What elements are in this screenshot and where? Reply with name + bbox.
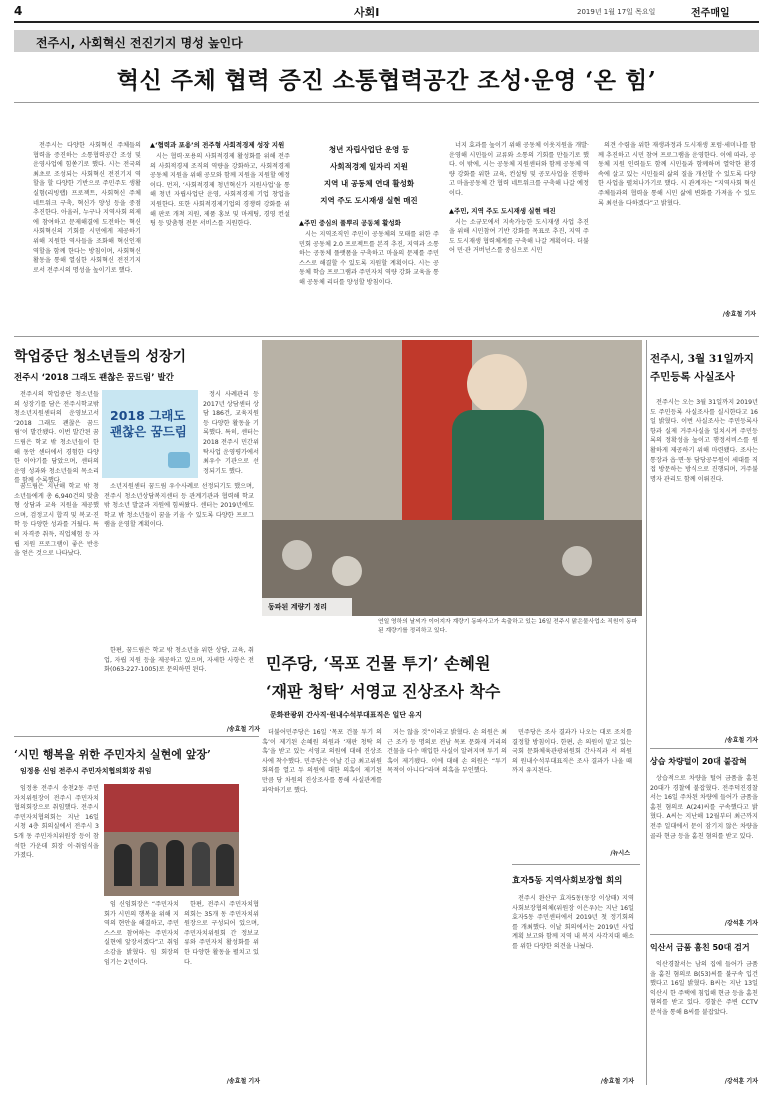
- book-cover-decor: [168, 452, 190, 468]
- story6-text: 전주시는 오는 3월 31일까지 2019년도 주민등록 사실조사를 실시한다고 16일 밝혔다. 이번 사실조사는 주민등록사항과 실제 거주사실을 일치시켜 주민등록의 정확성을 높이고 행정서비스를 원활하게 제공하기 위해 마련됐다. 조사는 통장과 읍·면·동 담당공무원이 세대를 직접 방문하는 방식으로 진행되며, 거주불명자 관리도 함께 이뤄진다.: [650, 399, 758, 483]
- story5-headline: 효자5동 지역사회보장협 회의: [512, 876, 623, 886]
- series-banner-label: 전주시, 사회혁신 전진기지 명성 높인다: [36, 36, 243, 50]
- photo-caption: 연일 영하의 날씨가 이어지자 계량기 동파사고가 속출하고 있는 16일 전주시 맑은물사업소 직원이 동파된 계량기를 정리하고 있다.: [378, 619, 638, 634]
- story6-headline-line1: 전주시, 3월 31일까지: [650, 353, 754, 365]
- story4-col2-text: 지는 않을 것”이라고 밝혔다. 손 의원은 최근 조카 등 명의로 전남 목포 문화재 거리의 건물을 다수 매입한 사실이 알려지며 투기 의혹이 제기됐다. 이에 대해 손 의원은 “투기 목적이 아니다”라며 의혹을 부인했다.: [387, 729, 507, 775]
- story2-col2-text2: 소년지원센터 꿈드림 우수사례로 선정되기도 했으며, 전주시 청소년상담복지센터 등 관계기관과 협력해 학교 밖 청소년 발굴과 지원에 힘써왔다. 센터는 2019년에도 학교 밖 청소년들이 꿈을 키울 수 있도록 다양한 프로그램을 운영할 계획이다.: [104, 483, 254, 529]
- book-cover-title: 2018 그래도 괜찮은 꿈드림: [110, 408, 187, 439]
- story4-subhead: 문화관광위 간사직·원내수석부대표직은 일단 유지: [270, 711, 422, 719]
- issue-date: 2019년 1월 17일 목요일: [577, 8, 656, 16]
- person-figure: [216, 844, 234, 886]
- masthead-rule: [14, 21, 759, 23]
- story2-col1-text2: 꿈드림은 지난해 학교 밖 청소년들에게 총 6,940건의 맞춤형 상담과 교육 지원을 제공했으며, 검정고시 합격 및 복교·진학 등 다양한 성과를 거뒀다. 특히 자격증 취득, 직업체험 등 자립 지원 프로그램이 좋은 반응을 얻은 것으로 나타났다.: [14, 483, 99, 558]
- story6-headline-line2: 주민등록 사실조사: [650, 371, 735, 383]
- top-story-byline: /송효철 기자: [722, 311, 756, 318]
- story7-text: 상습적으로 차량을 털어 금품을 훔친 20대가 경찰에 붙잡혔다. 전주덕진경찰서는 16일 주차된 차량에 들어가 금품을 훔친 혐의로 A(24)씨를 구속했다고 밝혔다. A씨는 지난해 12월부터 최근까지 전주 일대에서 문이 잠기지 않은 차량을 골라 현금 등을 훔친 혐의를 받고 있다.: [650, 775, 758, 840]
- photo-label: 동파된 계량기 정리: [268, 603, 327, 611]
- story6-byline: /송효철 기자: [724, 737, 758, 744]
- story3-col2-text: 임 신임회장은 “주민자치회가 시민의 행복을 위해 지역의 현안을 해결하고, 주민 스스로 참여하는 주민자치 실현에 앞장서겠다”고 취임 소감을 밝혔다. 임 회장의 임기는 2년이다.: [104, 901, 179, 966]
- paper-name: 전주매일: [691, 8, 730, 19]
- ceremony-photo-backdrop: [104, 784, 239, 832]
- person-figure: [166, 840, 184, 886]
- story4-col3-text: 민주당은 조사 결과가 나오는 대로 조치를 결정할 방침이다. 한편, 손 의원이 맡고 있는 국회 문화체육관광위원회 간사직과 서 의원의 원내수석부대표직은 조사 결과가 나올 때까지 유지된다.: [512, 729, 632, 775]
- story2-divider: [14, 736, 259, 737]
- bullet-item: 사회적경제 일자리 지원: [330, 162, 408, 171]
- ceremony-photo: [104, 784, 239, 896]
- story4-byline: /뉴시스: [610, 850, 630, 857]
- bullet-item: 지역 내 공동체 연대 활성화: [323, 179, 415, 188]
- page-number: 4: [14, 4, 23, 18]
- person-figure: [140, 842, 158, 886]
- story7-headline: 상습 차량털이 20대 붙잡혀: [650, 757, 747, 766]
- story5-byline: /송효철 기자: [600, 1078, 634, 1085]
- top-story-col4-text2: 시는 소규모에서 지속가능한 도시재생 사업 추진을 위해 시민참여 기반 강화를 목표로 추진, 지역 주도 도시재생 협력체계를 구축해 나갈 계획이다. 더불어 민·관 거버넌스를 중심으로 시민: [449, 218, 589, 255]
- story6-headline: [650, 350, 758, 386]
- top-story-col4: [449, 141, 589, 331]
- top-story-col5: [598, 141, 756, 331]
- bullet-item: 지역 주도 도시재생 실현 매진: [320, 196, 418, 205]
- story4-col1-text: 더불어민주당은 16일 ‘목포 건물 투기 의혹’이 제기된 손혜원 의원과 ‘재판 청탁 의혹’을 받고 있는 서영교 의원에 대해 진상조사에 착수했다. 민주당은 이날 긴급 최고위원회의를 열고 두 의원에 대한 의혹이 제기된 만큼 당 차원의 진상조사를 통해 사실관계를 파악하기로 했다.: [262, 729, 382, 794]
- story2-subhead: 전주시 ‘2018 그래도 괜찮은 꿈드림’ 발간: [14, 373, 174, 383]
- worker-figure: [452, 410, 544, 530]
- story8-byline: /강석훈 기자: [724, 1078, 758, 1085]
- story8-text: 익산경찰서는 남의 집에 들어가 금품을 훔친 혐의로 B(53)씨를 불구속 입건했다고 16일 밝혔다. B씨는 지난 13일 익산시 한 주택에 침입해 현금 등을 훔친 혐의를 받고 있다. 경찰은 주변 CCTV 분석을 통해 B씨를 붙잡았다.: [650, 961, 758, 1016]
- meter-dial: [562, 546, 592, 576]
- story5-text: 전주시 완산구 효자5동(동장 이상태) 지역사회보장협의체(위원장 이은우)는 지난 16일 효자5동 주민센터에서 2019년 첫 정기회의를 개최했다. 이날 회의에서는 2019년 사업계획 보고와 함께 지역 내 복지 사각지대 해소를 위한 다양한 의견을 나눴다.: [512, 895, 634, 950]
- story3-headline: ‘시민 행복을 위한 주민자치 실현에 앞장’: [14, 748, 211, 761]
- section-divider: [14, 336, 759, 337]
- meter-photo: [262, 340, 642, 616]
- top-story-lead: 전주시는 다양한 사회혁신 주체들의 협력을 증진하는 소통협력공간 조성 및 운영사업에 힘쏟기로 했다. 시는 전국의 최초로 조성되는 사회혁신 전진기지 역할을 할 다양한 기반으로 주민주도 생활실험(리빙랩) 프로젝트, 사회혁신 주체 네트워크 구축, 혁신가 양성 등을 중점 추진한다. 아울러, 누구나 지역사회 의제에 참여하고 문제해결에 도전하는 혁신 사회혁신의 기회를 시민에게 제공하기 위해 지원한 역사들을 조화해 혁신인재 역할을 함께 한다는 방침이며, 사회혁신 활동을 통해 열심한 사회혁신 전진기지로서 전주시의 명성을 높이기로 했다.: [33, 142, 141, 274]
- masthead: [14, 4, 759, 20]
- story8-headline: 익산서 금품 훔친 50대 검거: [650, 943, 750, 952]
- top-story-col4-text: 너지 효과를 높이기 위해 공동체 이웃지원을 개발·운영해 시민들이 교류와 소통의 기회를 만들기로 했다. 이 밖에, 시는 공동체 지원센터와 함께 공동체 역량 강화를 위한 교육, 컨설팅 및 공모사업을 진행하고 마을공동체 간 협력 네트워크를 구축해 나갈 예정이다.: [449, 142, 589, 197]
- story8-divider: [650, 934, 758, 935]
- story3-byline: /송효철 기자: [226, 1078, 260, 1085]
- story4-headline: [266, 650, 646, 706]
- person-figure: [114, 844, 132, 886]
- top-story-col3-text: 시는 지역조직인 주민이 공동체의 모태를 위한 주민회 공동체 2.0 프로젝트를 본격 추진, 지역과 소통하는 공동체 플랫폼을 구축하고 마을의 문제를 주민 스스로 해결할 수 있도록 지원할 계획이다. 시는 공동체 학습 프로그램과 주민자치 역량 강화 교육을 통해 공동체 리더를 양성할 방침이다.: [299, 231, 439, 286]
- story4-headline-line2: ‘재판 청탁’ 서영교 진상조사 착수: [266, 682, 501, 701]
- story7-byline: /강석훈 기자: [724, 920, 758, 927]
- right-column-divider: [646, 340, 647, 1085]
- meter-dial: [282, 540, 312, 570]
- story2-col1-text: 전주시의 학업중단 청소년들의 성장기를 담은 전주시학교밖청소년지원센터의 운영보고서 ‘2018 그래도 괜찮은 꿈드림’이 발간됐다. 이번 발간된 꿈드림은 학교 밖 청소년들이 한 해 동안 센터에서 경험한 다양한 이야기를 담았으며, 센터의 운영 성과와 청소년들의 목소리를 함께 수록했다.: [14, 391, 99, 485]
- top-story-headline: 혁신 주체 협력 증진 소통협력공간 조성·운영 ‘온 힘’: [116, 67, 657, 94]
- bullet-item: 청년 자립사업단 운영 등: [328, 145, 410, 154]
- person-figure: [192, 842, 210, 886]
- top-story-col2: [150, 141, 290, 305]
- top-story-col3-subhead: ▲주민 중심의 풀뿌리 공동체 활성화: [299, 219, 401, 227]
- meter-dial: [332, 556, 362, 586]
- story2-col2-text3: 한편, 꿈드림은 학교 밖 청소년을 위한 상담, 교육, 취업, 자립 지원 등을 제공하고 있으며, 자세한 사항은 전화(063-227-1005)로 문의하면 된다.: [104, 647, 254, 674]
- story3-col1-text: 임정용 전주시 송천2동 주민자치위원장이 전주시 주민자치협의회장으로 취임했다. 전주시 주민자치협의회는 지난 16일 시청 4층 회의실에서 전주시 35개 동 주민자치위원장 등이 참석한 가운데 회장 이·취임식을 가졌다.: [14, 785, 99, 860]
- story3-subhead: 임정용 신임 전주시 주민자치협의회장 취임: [20, 767, 152, 775]
- story7-divider: [650, 748, 758, 749]
- top-story-col3: [299, 141, 439, 331]
- story5-divider: [512, 864, 640, 865]
- story4-headline-line1: 민주당, ‘목포 건물 투기’ 손혜원: [266, 654, 491, 673]
- story3-col3-text: 한편, 전주시 주민자치협의회는 35개 동 주민자치위원장으로 구성되어 있으며, 주민자치위원회 간 정보교류와 주민자치 활성화를 위한 다양한 활동을 펼치고 있다.: [184, 901, 259, 966]
- book-cover-image: [102, 390, 198, 478]
- top-story-col5-text: 의견 수렴을 위한 재생과정과 도시재생 포럼·세미나를 함께 추진하고 시민 참여 프로그램을 운영한다. 이에 따라, 공동체 지원 인력들도 함께 시민들과 함께하며 열악한 환경 속에 살고 있는 시민들의 삶의 질을 개선할 수 있도록 다양한 사업을 펼쳐나가기로 했다. 시 관계자는 “지역사회 혁신 주체들과의 협력을 통해 시민 삶에 변화를 가져올 수 있도록 최선을 다하겠다”고 밝혔다.: [598, 142, 756, 207]
- story2-byline: /송효철 기자: [226, 726, 260, 733]
- story2-col2-text: 정시 사례관리 등 2017년 상담센터 상담 186건, 교육지원 등 다양한 활동을 기록했다. 특히, 센터는 2018 전주시 민간위탁사업 운영평가에서 최우수 기관으로 선정되기도 했다.: [203, 391, 259, 475]
- top-story-col2-subhead: ▲‘협력과 포용’의 전주형 사회적경제 성장 지원: [150, 141, 285, 149]
- section-name: 사회Ⅰ: [354, 6, 380, 19]
- photo-label-box: [262, 598, 352, 616]
- top-story-col2-text: 시는 협력·포용의 사회적경제 활성화를 위해 전주의 사회적경제 조직의 역량을 강화하고, 사회적경제 공동체 지원을 위해 공모와 함께 지원을 지원할 예정이다. 먼저, ‘사회적경제 청년혁신가 지원사업’을 통해 청년 자립사업단 운영, 사회적경제 기업 창업을 지원한다. 또한 사회적경제기업의 경쟁력 강화를 위해 판로 개척 지원, 제품 홍보 및 마케팅, 경영 컨설팅 등 맞춤형 전문 서비스를 지원한다.: [150, 153, 290, 228]
- worker-figure: [467, 354, 527, 414]
- top-story-bullet-list: [299, 141, 439, 209]
- story2-headline: 학업중단 청소년들의 성장기: [14, 349, 187, 365]
- series-banner: [14, 30, 759, 52]
- top-story-divider: [14, 102, 759, 103]
- top-story-col4-subhead: ▲주민, 지역 주도 도시재생 실현 매진: [449, 206, 556, 215]
